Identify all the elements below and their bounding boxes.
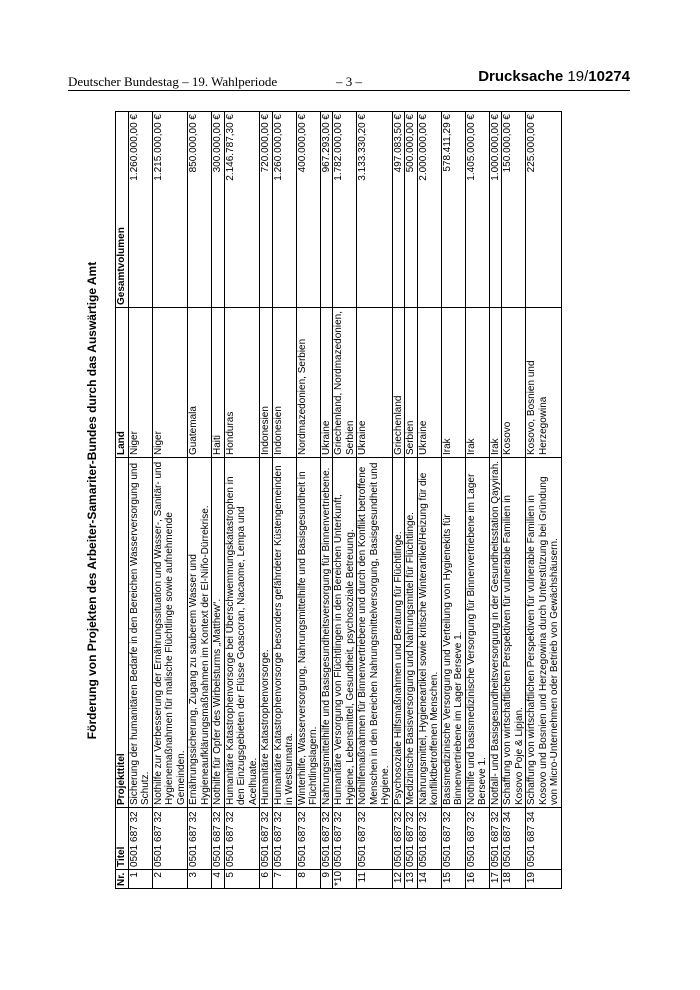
cell-gesamtvolumen: 1.405.000,00 € bbox=[465, 112, 489, 308]
column-header-projekttitel: Projekttitel bbox=[116, 458, 129, 808]
cell-land: Griechenland, Nordmazedonien, Serbien bbox=[333, 308, 357, 458]
table-row bbox=[502, 112, 526, 889]
table-row bbox=[260, 112, 273, 889]
cell-projekttitel: Winterhilfe, Wasserversorgung, Nahrungsmittelhilfe und Basisgesundheit in Flüchtlingslagern. bbox=[296, 458, 320, 808]
cell-nr: 17 bbox=[489, 870, 502, 889]
cell-titel: 0501 687 32 bbox=[152, 808, 188, 870]
cell-land: Indonesien bbox=[260, 308, 273, 458]
table-body bbox=[128, 112, 561, 889]
cell-land: Ukraine bbox=[357, 308, 393, 458]
cell-nr: 2 bbox=[152, 870, 188, 889]
cell-land: Irak bbox=[441, 308, 465, 458]
table-row bbox=[152, 112, 188, 889]
cell-projekttitel: Basismedizinische Versorgung und Verteilung von Hygienekits für Binnenvertriebene im Lager Berseve 1. bbox=[441, 458, 465, 808]
cell-gesamtvolumen: 1.782.000,00 € bbox=[333, 112, 357, 308]
table-row bbox=[405, 112, 418, 889]
table-row bbox=[296, 112, 320, 889]
cell-projekttitel: Psychosoziale Hilfsmaßnahmen und Beratung für Flüchtlinge. bbox=[392, 458, 405, 808]
cell-titel: 0501 687 32 bbox=[405, 808, 418, 870]
table-row bbox=[333, 112, 357, 889]
page-header bbox=[68, 68, 630, 90]
cell-nr: 13 bbox=[405, 870, 418, 889]
cell-projekttitel: Nothilfe zur Verbesserung der Ernährungssituation und Wasser-, Sanitär- und Hygienemaßnahmen für malische Flüchtlinge sowie aufnehmende Gemeinden. bbox=[152, 458, 188, 808]
cell-titel: 0501 687 34 bbox=[526, 808, 562, 870]
cell-titel: 0501 687 32 bbox=[296, 808, 320, 870]
cell-land: Indonesien bbox=[272, 308, 296, 458]
table-row bbox=[212, 112, 225, 889]
cell-land: Ukraine bbox=[417, 308, 441, 458]
cell-projekttitel: Ernährungssicherung, Zugang zu sauberem Wasser und Hygieneaufklärungsmaßnahmen im Kontext der El-Niño-Dürrekrise. bbox=[188, 458, 212, 808]
cell-projekttitel: Humanitäre Katastrophenvorsorge. bbox=[260, 458, 273, 808]
funding-table bbox=[115, 111, 562, 889]
table-row bbox=[392, 112, 405, 889]
table-row bbox=[272, 112, 296, 889]
document-label: Drucksache bbox=[478, 68, 564, 85]
cell-titel: 0501 687 32 bbox=[417, 808, 441, 870]
cell-gesamtvolumen: 3.133.330,20 € bbox=[357, 112, 393, 308]
cell-titel: 0501 687 32 bbox=[260, 808, 273, 870]
cell-gesamtvolumen: 500.000,00 € bbox=[405, 112, 418, 308]
cell-land: Griechenland bbox=[392, 308, 405, 458]
table-header-row bbox=[116, 112, 129, 889]
table-row bbox=[320, 112, 333, 889]
column-header-gesamtvolumen: Gesamtvolumen bbox=[116, 112, 129, 308]
document-number-prefix: 19/ bbox=[567, 68, 589, 85]
cell-land: Ukraine bbox=[320, 308, 333, 458]
cell-gesamtvolumen: 400.000,00 € bbox=[296, 112, 320, 308]
cell-land: Kosovo, Bosnien und Herzegowina bbox=[526, 308, 562, 458]
cell-land: Serbien bbox=[405, 308, 418, 458]
cell-gesamtvolumen: 720.000,00 € bbox=[260, 112, 273, 308]
table-title: Förderung von Projekten des Arbeiter-Samariter-Bundes durch das Auswärtige Amt bbox=[85, 261, 99, 740]
cell-titel: 0501 687 32 bbox=[489, 808, 502, 870]
cell-projekttitel: Nahrungsmittel, Hygieneartikel sowie kritische Winterartikel/Heizung für die konfliktbetroffenen Menschen. bbox=[417, 458, 441, 808]
cell-projekttitel: Schaffung von wirtschaftlichen Perspektiven für vulnerable Familien in Kosovo Poje & Lipjan. bbox=[502, 458, 526, 808]
cell-projekttitel: Nothilfemaßnahmen für Binnenvertriebene und durch den Konflikt betroffene Menschen in den Bereichen Nahrungsmittelversorgung, Basisgesundheit und Hygiene. bbox=[357, 458, 393, 808]
cell-gesamtvolumen: 2.146.787,30 € bbox=[224, 112, 260, 308]
cell-nr: 8 bbox=[296, 870, 320, 889]
cell-land: Kosovo bbox=[502, 308, 526, 458]
cell-nr: 3 bbox=[188, 870, 212, 889]
cell-nr: 4 bbox=[212, 870, 225, 889]
cell-projekttitel: Nothilfe für Opfer des Wirbelsturms „Matthew“. bbox=[212, 458, 225, 808]
cell-titel: 0501 687 34 bbox=[502, 808, 526, 870]
table-row bbox=[188, 112, 212, 889]
cell-gesamtvolumen: 2.000.000,00 € bbox=[417, 112, 441, 308]
cell-nr: 16 bbox=[465, 870, 489, 889]
cell-nr: 1 bbox=[128, 870, 152, 889]
cell-land: Guatemala bbox=[188, 308, 212, 458]
cell-projekttitel: Nahrungsmittelhilfe und Basisgesundheitsversorgung für Binnenvertriebene. bbox=[320, 458, 333, 808]
cell-nr: 18 bbox=[502, 870, 526, 889]
table-row bbox=[441, 112, 465, 889]
column-header-titel: Titel bbox=[116, 808, 129, 870]
column-header-land: Land bbox=[116, 308, 129, 458]
cell-titel: 0501 687 32 bbox=[188, 808, 212, 870]
cell-nr: 7 bbox=[272, 870, 296, 889]
table-row bbox=[526, 112, 562, 889]
cell-gesamtvolumen: 850.000,00 € bbox=[188, 112, 212, 308]
cell-titel: 0501 687 32 bbox=[320, 808, 333, 870]
cell-projekttitel: Medizinische Basisversorgung und Nahrungsmittel für Flüchtlinge. bbox=[405, 458, 418, 808]
cell-nr: 5 bbox=[224, 870, 260, 889]
page-number: – 3 – bbox=[336, 74, 362, 89]
publication-name: Deutscher Bundestag – 19. Wahlperiode bbox=[68, 74, 278, 89]
cell-projekttitel: Notfall- und Basisgesundheitsversorgung in der Gesundheitsstation Qayyirah. bbox=[489, 458, 502, 808]
cell-titel: 0501 687 32 bbox=[441, 808, 465, 870]
cell-land: Haiti bbox=[212, 308, 225, 458]
cell-gesamtvolumen: 967.293,00 € bbox=[320, 112, 333, 308]
table-row bbox=[224, 112, 260, 889]
cell-projekttitel: Schaffung von wirtschaftlichen Perspektiven für vulnerable Familien in Kosovo und Bosnien und Herzegowina durch Unterstützung bei Gründung von Micro-Unternehmen oder Betrieb von Gewächshäusern. bbox=[526, 458, 562, 808]
document-number-main: 10274 bbox=[588, 68, 630, 85]
cell-land: Nordmazedonien, Serbien bbox=[296, 308, 320, 458]
cell-nr: 14 bbox=[417, 870, 441, 889]
cell-gesamtvolumen: 150.000,00 € bbox=[502, 112, 526, 308]
cell-gesamtvolumen: 1.260.000,00 € bbox=[272, 112, 296, 308]
cell-projekttitel: Nothilfe und basismedizinische Versorgung für Binnenvertriebene im Lager Berseve 1. bbox=[465, 458, 489, 808]
cell-titel: 0501 687 32 bbox=[357, 808, 393, 870]
table-row bbox=[465, 112, 489, 889]
header-rule bbox=[68, 90, 630, 91]
cell-titel: 0501 687 32 bbox=[212, 808, 225, 870]
table-row bbox=[357, 112, 393, 889]
rotated-content bbox=[85, 112, 576, 889]
cell-nr: 11 bbox=[357, 870, 393, 889]
table-row bbox=[128, 112, 152, 889]
cell-land: Irak bbox=[465, 308, 489, 458]
cell-gesamtvolumen: 497.083,50 € bbox=[392, 112, 405, 308]
cell-land: Niger bbox=[152, 308, 188, 458]
cell-gesamtvolumen: 300.000,00 € bbox=[212, 112, 225, 308]
cell-titel: 0501 687 32 bbox=[224, 808, 260, 870]
cell-projekttitel: Humanitäre Katastrophenvorsorge besonders gefährdeter Küstengemeinden in Westsumatra. bbox=[272, 458, 296, 808]
cell-gesamtvolumen: 578.411,29 € bbox=[441, 112, 465, 308]
cell-projekttitel: Humanitäre Katastrophenvorsorge bei Überschwemmungskatastrophen in den Einzugsgebieten der Flüsse Goascoran, Nacaome, Lempa und Acelhuate. bbox=[224, 458, 260, 808]
cell-titel: 0501 687 32 bbox=[272, 808, 296, 870]
cell-land: Irak bbox=[489, 308, 502, 458]
cell-gesamtvolumen: 1.000.000,00 € bbox=[489, 112, 502, 308]
document-number bbox=[478, 68, 630, 85]
cell-nr: 19 bbox=[526, 870, 562, 889]
cell-nr: 15 bbox=[441, 870, 465, 889]
cell-titel: 0501 687 32 bbox=[465, 808, 489, 870]
cell-gesamtvolumen: 225.000,00 € bbox=[526, 112, 562, 308]
cell-titel: 0501 687 32 bbox=[128, 808, 152, 870]
cell-nr: 9 bbox=[320, 870, 333, 889]
column-header-nr: Nr. bbox=[116, 870, 129, 889]
cell-gesamtvolumen: 1.260.000,00 € bbox=[128, 112, 152, 308]
cell-nr: 6 bbox=[260, 870, 273, 889]
cell-land: Honduras bbox=[224, 308, 260, 458]
cell-land: Niger bbox=[128, 308, 152, 458]
cell-titel: 0501 687 32 bbox=[333, 808, 357, 870]
table-row bbox=[489, 112, 502, 889]
cell-nr: 12 bbox=[392, 870, 405, 889]
cell-nr: *10 bbox=[333, 870, 357, 889]
cell-gesamtvolumen: 1.215.000,00 € bbox=[152, 112, 188, 308]
cell-projekttitel: Humanitäre Versorgung von Flüchtlingen in den Bereichen Unterkunft, Hygiene, Lebensmittel, Gesundheit, psychosoziale Betreuung. bbox=[333, 458, 357, 808]
cell-projekttitel: Sicherung der humanitären Bedarfe in den Bereichen Wasserversorgung und Schutz. bbox=[128, 458, 152, 808]
cell-titel: 0501 687 32 bbox=[392, 808, 405, 870]
table-row bbox=[417, 112, 441, 889]
